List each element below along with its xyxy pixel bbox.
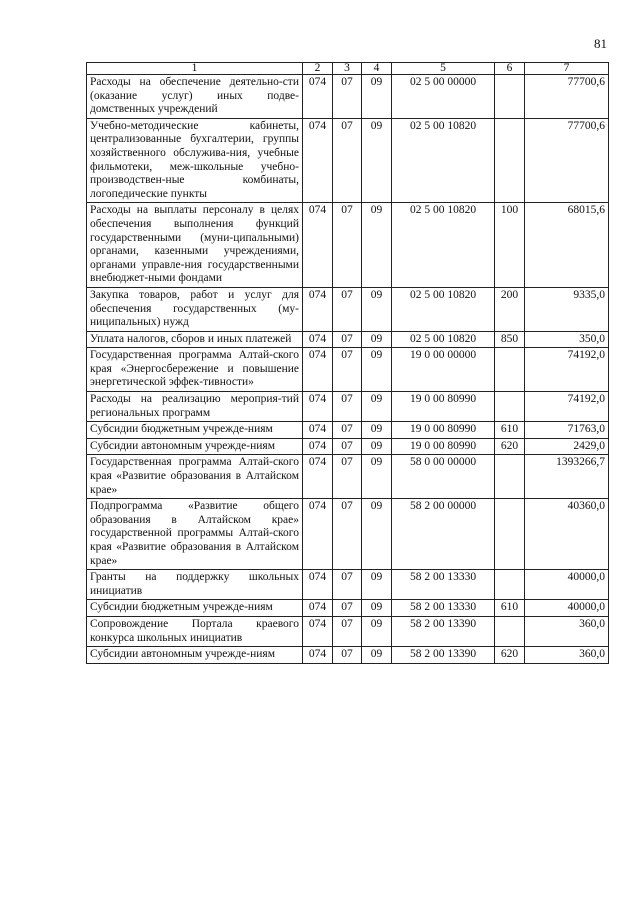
cell-expense-type: [495, 118, 525, 203]
cell-subsection: 09: [362, 348, 392, 392]
cell-section: 07: [333, 392, 362, 422]
table-row: [87, 455, 609, 499]
cell-amount: 40360,0: [525, 499, 609, 570]
cell-section: 07: [333, 118, 362, 203]
page-number: 81: [594, 36, 607, 51]
cell-expense-name: Субсидии автономным учрежде-ниям: [87, 647, 303, 664]
cell-subsection: 09: [362, 570, 392, 600]
cell-subsection: 09: [362, 118, 392, 203]
cell-subsection: 09: [362, 600, 392, 617]
budget-table: [86, 62, 609, 664]
cell-subsection: 09: [362, 647, 392, 664]
cell-ministry-code: 074: [303, 570, 333, 600]
cell-amount: 1393266,7: [525, 455, 609, 499]
cell-expense-name: Сопровождение Портала краевого конкурса школьных инициатив: [87, 616, 303, 646]
cell-target-article: 58 2 00 13330: [392, 570, 495, 600]
cell-ministry-code: 074: [303, 438, 333, 455]
cell-section: 07: [333, 499, 362, 570]
cell-subsection: 09: [362, 422, 392, 439]
cell-expense-name: Расходы на реализацию мероприя-тий региональных программ: [87, 392, 303, 422]
cell-target-article: 02 5 00 10820: [392, 203, 495, 288]
cell-ministry-code: 074: [303, 392, 333, 422]
cell-section: 07: [333, 616, 362, 646]
cell-expense-name: Подпрограмма «Развитие общего образования в Алтайском крае» государственной программы Алтай-ского края «Развитие образования в Алтайском крае»: [87, 499, 303, 570]
cell-target-article: 19 0 00 80990: [392, 438, 495, 455]
cell-subsection: 09: [362, 438, 392, 455]
cell-amount: 74192,0: [525, 392, 609, 422]
cell-section: 07: [333, 570, 362, 600]
cell-expense-type: 610: [495, 422, 525, 439]
cell-section: 07: [333, 438, 362, 455]
cell-expense-name: Расходы на выплаты персоналу в целях обеспечения выполнения функций государственными (муни-ципальными) органами, казенными учреждениями, органами управле-ния государственными внебюджет-ными фондами: [87, 203, 303, 288]
table-row: [87, 647, 609, 664]
cell-expense-type: [495, 455, 525, 499]
cell-ministry-code: 074: [303, 616, 333, 646]
cell-amount: 360,0: [525, 616, 609, 646]
cell-amount: 40000,0: [525, 600, 609, 617]
cell-ministry-code: 074: [303, 455, 333, 499]
cell-expense-name: Государственная программа Алтай-ского края «Развитие образования в Алтайском крае»: [87, 455, 303, 499]
cell-ministry-code: 074: [303, 348, 333, 392]
header-col-4: 4: [362, 63, 392, 75]
cell-expense-type: 100: [495, 203, 525, 288]
cell-target-article: 02 5 00 00000: [392, 75, 495, 119]
cell-amount: 74192,0: [525, 348, 609, 392]
cell-expense-name: Субсидии автономным учрежде-ниям: [87, 438, 303, 455]
cell-ministry-code: 074: [303, 118, 333, 203]
cell-expense-name: Расходы на обеспечение деятельно-сти (оказание услуг) иных подве-домственных учреждений: [87, 75, 303, 119]
cell-target-article: 19 0 00 80990: [392, 392, 495, 422]
header-col-1: 1: [87, 63, 303, 75]
cell-amount: 77700,6: [525, 118, 609, 203]
header-col-2: 2: [303, 63, 333, 75]
cell-expense-name: Субсидии бюджетным учрежде-ниям: [87, 422, 303, 439]
table-row: [87, 570, 609, 600]
cell-expense-type: [495, 616, 525, 646]
cell-subsection: 09: [362, 203, 392, 288]
cell-section: 07: [333, 203, 362, 288]
cell-target-article: 58 2 00 00000: [392, 499, 495, 570]
cell-expense-name: Уплата налогов, сборов и иных платежей: [87, 331, 303, 348]
table-row: [87, 331, 609, 348]
table-row: [87, 438, 609, 455]
cell-expense-type: 620: [495, 438, 525, 455]
cell-target-article: 02 5 00 10820: [392, 287, 495, 331]
cell-subsection: 09: [362, 75, 392, 119]
cell-section: 07: [333, 287, 362, 331]
cell-section: 07: [333, 600, 362, 617]
cell-target-article: 19 0 00 00000: [392, 348, 495, 392]
cell-amount: 40000,0: [525, 570, 609, 600]
cell-expense-type: 620: [495, 647, 525, 664]
cell-target-article: 02 5 00 10820: [392, 118, 495, 203]
cell-section: 07: [333, 455, 362, 499]
cell-target-article: 58 2 00 13330: [392, 600, 495, 617]
cell-amount: 77700,6: [525, 75, 609, 119]
cell-target-article: 02 5 00 10820: [392, 331, 495, 348]
cell-expense-type: [495, 348, 525, 392]
cell-target-article: 19 0 00 80990: [392, 422, 495, 439]
cell-ministry-code: 074: [303, 499, 333, 570]
header-col-7: 7: [525, 63, 609, 75]
header-col-6: 6: [495, 63, 525, 75]
cell-amount: 68015,6: [525, 203, 609, 288]
cell-subsection: 09: [362, 287, 392, 331]
cell-expense-type: 610: [495, 600, 525, 617]
header-col-5: 5: [392, 63, 495, 75]
table-row: [87, 600, 609, 617]
cell-expense-type: 200: [495, 287, 525, 331]
cell-expense-name: Учебно-методические кабинеты, централизованные бухгалтерии, группы хозяйственного обслужива-ния, учебные фильмотеки, меж-школьные учебно-производствен-ные комбинаты, логопедические пункты: [87, 118, 303, 203]
cell-ministry-code: 074: [303, 422, 333, 439]
cell-target-article: 58 2 00 13390: [392, 647, 495, 664]
cell-expense-type: [495, 570, 525, 600]
cell-expense-name: Субсидии бюджетным учрежде-ниям: [87, 600, 303, 617]
cell-ministry-code: 074: [303, 331, 333, 348]
cell-ministry-code: 074: [303, 203, 333, 288]
table-row: [87, 287, 609, 331]
cell-expense-name: Закупка товаров, работ и услуг для обеспечения государственных (му-ниципальных) нужд: [87, 287, 303, 331]
cell-subsection: 09: [362, 455, 392, 499]
cell-amount: 360,0: [525, 647, 609, 664]
table-header-row: [87, 63, 609, 75]
cell-subsection: 09: [362, 616, 392, 646]
table-row: [87, 348, 609, 392]
table-row: [87, 422, 609, 439]
cell-section: 07: [333, 422, 362, 439]
cell-target-article: 58 0 00 00000: [392, 455, 495, 499]
cell-ministry-code: 074: [303, 287, 333, 331]
cell-target-article: 58 2 00 13390: [392, 616, 495, 646]
cell-amount: 350,0: [525, 331, 609, 348]
cell-ministry-code: 074: [303, 600, 333, 617]
table-row: [87, 118, 609, 203]
cell-expense-name: Государственная программа Алтай-ского края «Энергосбережение и повышение энергетической эффек-тивности»: [87, 348, 303, 392]
cell-ministry-code: 074: [303, 75, 333, 119]
cell-subsection: 09: [362, 392, 392, 422]
cell-section: 07: [333, 75, 362, 119]
cell-amount: 2429,0: [525, 438, 609, 455]
cell-subsection: 09: [362, 499, 392, 570]
table-row: [87, 392, 609, 422]
cell-amount: 9335,0: [525, 287, 609, 331]
cell-ministry-code: 074: [303, 647, 333, 664]
cell-expense-type: [495, 392, 525, 422]
cell-amount: 71763,0: [525, 422, 609, 439]
table-row: [87, 75, 609, 119]
cell-expense-type: [495, 75, 525, 119]
cell-subsection: 09: [362, 331, 392, 348]
table-row: [87, 203, 609, 288]
table-row: [87, 616, 609, 646]
cell-section: 07: [333, 647, 362, 664]
cell-expense-name: Гранты на поддержку школьных инициатив: [87, 570, 303, 600]
cell-section: 07: [333, 331, 362, 348]
cell-section: 07: [333, 348, 362, 392]
cell-expense-type: [495, 499, 525, 570]
cell-expense-type: 850: [495, 331, 525, 348]
header-col-3: 3: [333, 63, 362, 75]
table-row: [87, 499, 609, 570]
